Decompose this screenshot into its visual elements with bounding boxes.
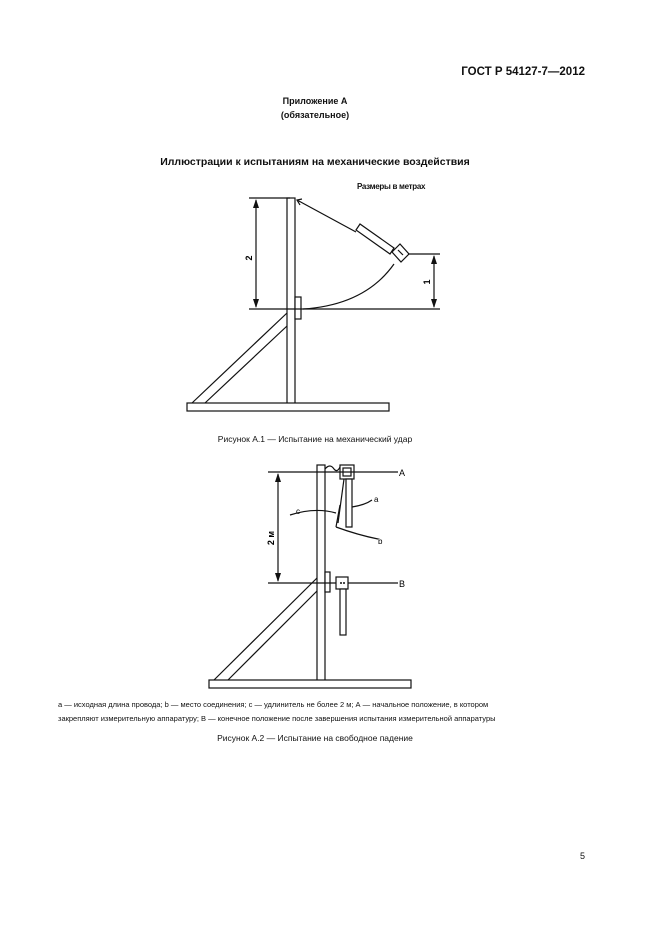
figure-a1-drawing [0, 0, 661, 430]
fig1-dim1-label: 1 [422, 279, 432, 285]
fig2-leader-b [336, 527, 378, 539]
fig1-dim2-label: 2 [244, 255, 254, 261]
fig1-cylinder [356, 224, 394, 254]
fig1-mount-block [295, 297, 301, 319]
figure-a2-drawing [0, 455, 661, 695]
fig2-box-dot-1 [340, 582, 342, 584]
fig1-dim1-arrow-top [431, 255, 437, 264]
fig2-hook [325, 466, 340, 471]
units-note: Размеры в метрах [357, 182, 426, 191]
appendix-status: (обязательное) [280, 110, 350, 120]
fig2-label-A: A [399, 468, 406, 478]
fig2-label-c: c [296, 507, 300, 516]
fig2-box-dot-2 [343, 582, 345, 584]
fig2-label-b: b [378, 537, 383, 546]
fig1-brace-inner [205, 326, 287, 403]
figure-a1-caption: Рисунок А.1 — Испытание на механический удар [217, 434, 413, 444]
page-number: 5 [579, 851, 585, 861]
fig1-dim2-arrow-bottom [253, 299, 259, 308]
fig2-post [317, 465, 325, 681]
fig2-brace-outer [214, 578, 317, 680]
legend-line-1: a — исходная длина провода; b — место соединения; c — удлинитель не более 2 м; А — начальное положение, в котором [58, 700, 489, 709]
section-title: Иллюстрации к испытаниям на механические воздействия [160, 156, 470, 168]
figure-a2-legend [58, 698, 598, 726]
legend-line-2: закрепляют измерительную аппаратуру; В — конечное положение после завершения испытания измерительной аппаратуры [58, 714, 496, 723]
figure-a2-caption: Рисунок А.2 — Испытание на свободное падение [217, 733, 413, 743]
appendix-title: Приложение А [282, 96, 348, 106]
fig1-wire [297, 200, 356, 232]
fig2-dim-arrow-bottom [275, 573, 281, 582]
fig2-brace-inner [228, 591, 317, 680]
fig2-dim-arrow-top [275, 473, 281, 482]
fig1-brace-outer [192, 313, 287, 403]
fig1-dim1-arrow-bottom [431, 299, 437, 308]
fig2-label-B: B [399, 579, 406, 589]
fig1-dim2-arrow-top [253, 199, 259, 208]
fig1-post [287, 198, 295, 404]
fig1-swing-arc [303, 264, 394, 309]
fig2-cylinder-b [340, 589, 346, 635]
fig1-base [187, 403, 389, 411]
fig2-mount-block [325, 572, 330, 592]
fig2-cable-a [338, 479, 344, 523]
fig2-dim-label: 2 м [266, 530, 276, 546]
fig2-leader-a [352, 500, 372, 507]
fig2-base [209, 680, 411, 688]
standard-code: ГОСТ Р 54127-7—2012 [461, 66, 585, 78]
fig2-label-a: a [374, 495, 379, 504]
fig2-cylinder-a [346, 479, 352, 527]
